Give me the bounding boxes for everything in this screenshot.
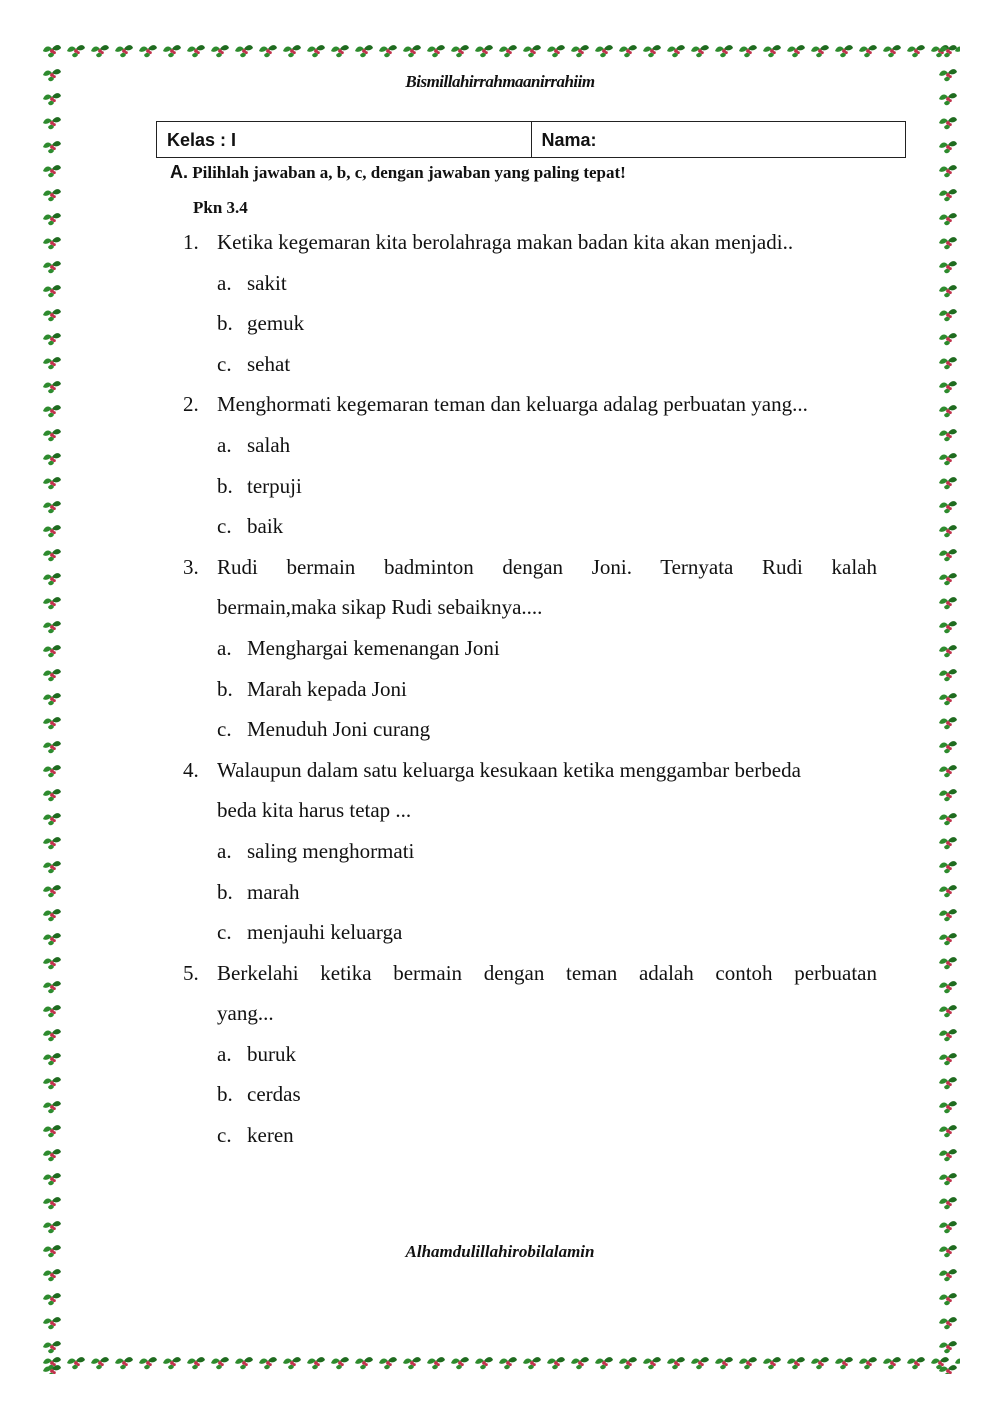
option-2a[interactable]: [183, 425, 877, 466]
holly-border-right: [936, 38, 960, 1374]
option-text: Menghargai kemenangan Joni: [247, 635, 500, 660]
question-3: [183, 547, 877, 588]
subject-code: Pkn 3.4: [193, 198, 248, 217]
option-letter: b.: [217, 879, 233, 904]
option-letter: c.: [217, 1123, 232, 1148]
question-4: [183, 750, 877, 791]
option-letter: b.: [217, 676, 233, 701]
option-1c[interactable]: [183, 344, 877, 385]
page-footer-title: Alhamdulillahirobilalamin: [405, 1242, 595, 1261]
option-5c[interactable]: [183, 1115, 877, 1156]
option-letter: c.: [217, 717, 232, 742]
holly-border-left: [40, 38, 64, 1374]
question-list: [183, 222, 877, 1156]
section-letter: A.: [170, 162, 188, 182]
question-text-continued: yang...: [217, 1001, 274, 1026]
option-letter: a.: [217, 432, 232, 457]
holly-border-bottom: [40, 1350, 960, 1374]
option-text: sakit: [247, 270, 287, 295]
option-4a[interactable]: [183, 831, 877, 872]
option-4b[interactable]: [183, 872, 877, 913]
question-text-continued: beda kita harus tetap ...: [217, 798, 412, 823]
question-number: 2.: [183, 392, 199, 417]
option-letter: b.: [217, 311, 233, 336]
option-text: marah: [247, 879, 300, 904]
option-text: Menuduh Joni curang: [247, 717, 431, 742]
question-text: Ketika kegemaran kita berolahraga makan badan kita akan menjadi..: [217, 230, 794, 254]
option-letter: a.: [217, 270, 232, 295]
question-2: [183, 384, 877, 425]
option-5a[interactable]: [183, 1034, 877, 1075]
question-text-continued: bermain,maka sikap Rudi sebaiknya....: [217, 595, 543, 620]
page-header-title: Bismillahirrahmaanirrahiim: [405, 72, 595, 91]
option-letter: b.: [217, 473, 233, 498]
option-letter: a.: [217, 1041, 232, 1066]
question-1: [183, 222, 877, 263]
question-text: Berkelahi ketika bermain dengan teman adalah contoh perbuatan: [217, 960, 877, 985]
option-letter: c.: [217, 514, 232, 539]
question-text: Walaupun dalam satu keluarga kesukaan ketika menggambar berbeda: [217, 757, 801, 782]
student-info-table: [156, 121, 906, 158]
option-text: keren: [247, 1123, 294, 1148]
option-3a[interactable]: [183, 628, 877, 669]
option-2b[interactable]: [183, 466, 877, 507]
option-letter: c.: [217, 920, 232, 945]
option-1b[interactable]: [183, 303, 877, 344]
class-field: Kelas : I: [167, 130, 237, 150]
option-1a[interactable]: [183, 263, 877, 304]
question-number: 4.: [183, 757, 199, 782]
question-text: Rudi bermain badminton dengan Joni. Ternyata Rudi kalah: [217, 554, 877, 579]
option-text: buruk: [247, 1041, 296, 1066]
question-5: [183, 953, 877, 994]
question-number: 5.: [183, 960, 199, 985]
name-field[interactable]: Nama:: [531, 122, 906, 157]
section-instruction: [170, 162, 626, 183]
question-number: 1.: [183, 230, 199, 254]
option-5b[interactable]: [183, 1074, 877, 1115]
question-number: 3.: [183, 554, 199, 579]
option-letter: b.: [217, 1082, 233, 1107]
option-letter: a.: [217, 635, 232, 660]
option-text: salah: [247, 432, 291, 457]
option-letter: c.: [217, 351, 232, 376]
option-3b[interactable]: [183, 669, 877, 710]
option-3c[interactable]: [183, 709, 877, 750]
option-text: baik: [247, 514, 284, 539]
option-text: menjauhi keluarga: [247, 920, 403, 945]
option-text: saling menghormati: [247, 838, 415, 863]
option-letter: a.: [217, 838, 232, 863]
instruction-text: Pilihlah jawaban a, b, c, dengan jawaban yang paling tepat!: [192, 163, 626, 182]
option-text: Marah kepada Joni: [247, 676, 407, 701]
option-text: sehat: [247, 351, 291, 376]
option-2c[interactable]: [183, 506, 877, 547]
option-4c[interactable]: [183, 912, 877, 953]
option-text: terpuji: [247, 473, 302, 498]
option-text: cerdas: [247, 1082, 301, 1107]
option-text: gemuk: [247, 311, 305, 336]
question-text: Menghormati kegemaran teman dan keluarga adalag perbuatan yang...: [217, 392, 808, 417]
holly-border-top: [40, 38, 960, 62]
